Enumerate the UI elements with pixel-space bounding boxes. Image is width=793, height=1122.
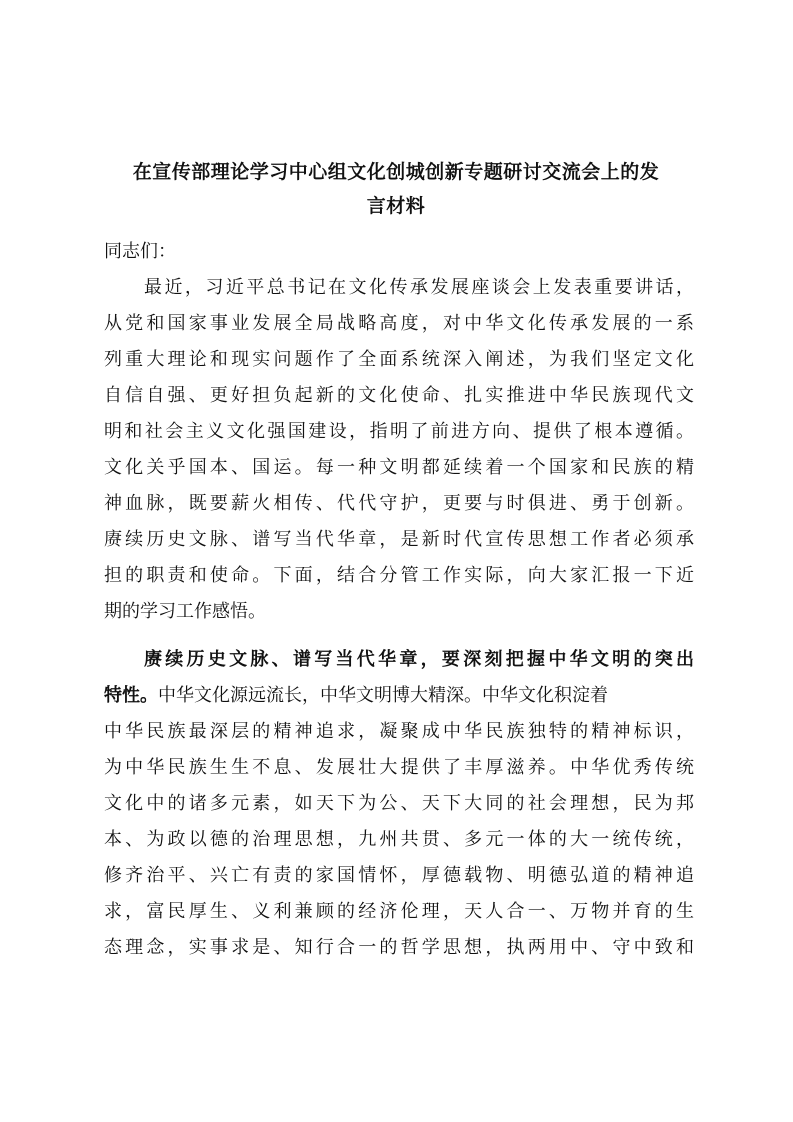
document-title-line-1: 在宣传部理论学习中心组文化创城创新专题研讨交流会上的发 — [132, 161, 660, 183]
paragraph-1-line: 文化关乎国本、国运。每一种文明都延续着一个国家和民族的精 — [104, 457, 694, 478]
paragraph-1-line: 赓续历史文脉、谱写当代华章，是新时代宣传思想工作者必须承 — [104, 529, 694, 550]
paragraph-1-line: 从党和国家事业发展全局战略高度，对中华文化传承发展的一系 — [104, 313, 694, 334]
paragraph-1-line: 明和社会主义文化强国建设，指明了前进方向、提供了根本遵循。 — [104, 421, 694, 442]
paragraph-2-heading-end: 特性。 — [104, 685, 158, 706]
paragraph-2-line: 态理念，实事求是、知行合一的哲学思想，执两用中、守中致和 — [104, 937, 694, 958]
paragraph-2-line: 为中华民族生生不息、发展壮大提供了丰厚滋养。中华优秀传统 — [104, 757, 694, 778]
paragraph-1-line: 神血脉，既要薪火相传、代代守护，更要与时俱进、勇于创新。 — [104, 493, 694, 514]
paragraph-2-heading: 赓续历史文脉、谱写当代华章，要深刻把握中华文明的突出 — [144, 649, 694, 670]
paragraph-1-line: 最近，习近平总书记在文化传承发展座谈会上发表重要讲话， — [144, 277, 694, 298]
paragraph-1-line: 自信自强、更好担负起新的文化使命、扎实推进中华民族现代文 — [104, 385, 694, 406]
paragraph-2-line: 修齐治平、兴亡有责的家国情怀，厚德载物、明德弘道的精神追 — [104, 865, 694, 886]
paragraph-2-line: 求，富民厚生、义利兼顾的经济伦理，天人合一、万物并育的生 — [104, 901, 694, 922]
paragraph-2-line: 本、为政以德的治理思想，九州共贯、多元一体的大一统传统， — [104, 829, 694, 850]
paragraph-2-line-text: 中华文化源远流长，中华文明博大精深。中华文化积淀着 — [158, 685, 608, 706]
salutation: 同志们： — [104, 241, 176, 262]
paragraph-2-line — [104, 684, 694, 708]
paragraph-2-line: 中华民族最深层的精神追求，凝聚成中华民族独特的精神标识， — [104, 721, 694, 742]
paragraph-2-line: 文化中的诸多元素，如天下为公、天下大同的社会理想，民为邦 — [104, 793, 694, 814]
paragraph-1-line: 担的职责和使命。下面，结合分管工作实际，向大家汇报一下近 — [104, 565, 694, 586]
paragraph-1-line: 期的学习工作感悟。 — [104, 601, 266, 622]
document-title-line-2: 言材料 — [366, 195, 426, 217]
paragraph-1-line: 列重大理论和现实问题作了全面系统深入阐述，为我们坚定文化 — [104, 349, 694, 370]
